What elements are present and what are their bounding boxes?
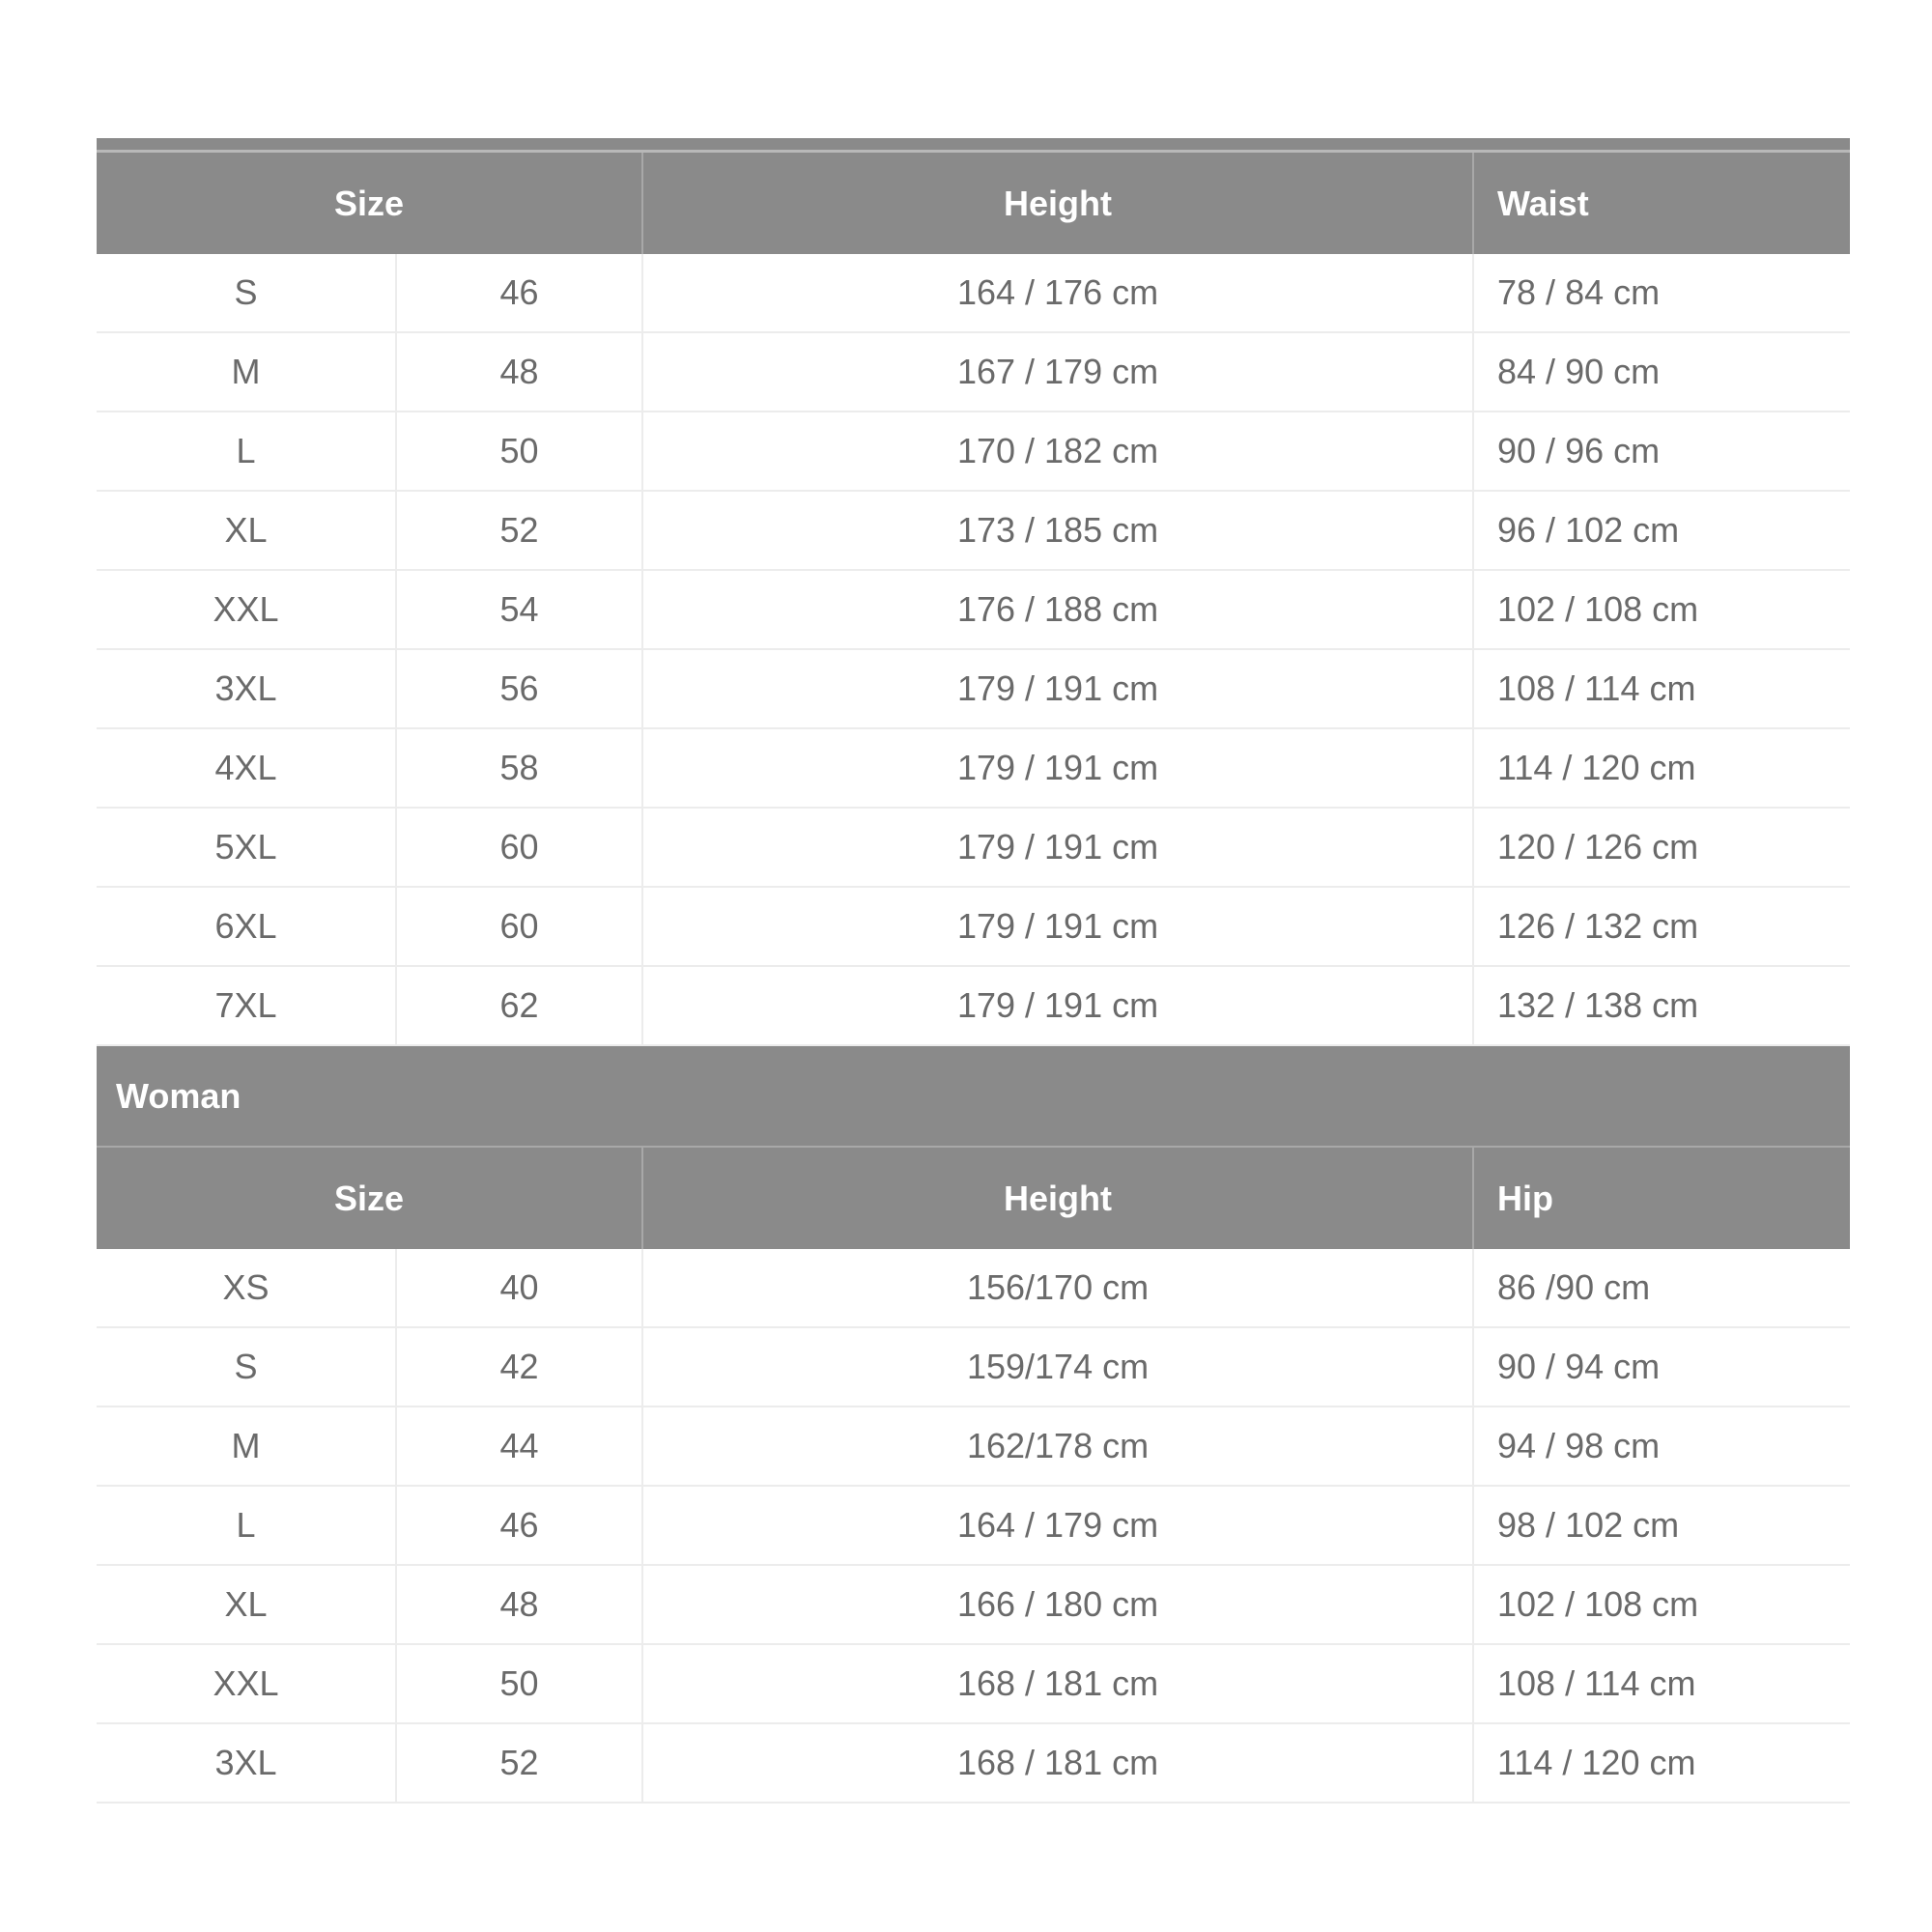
table-row xyxy=(97,1249,1850,1327)
measure-cell: 132 / 138 cm xyxy=(1473,966,1850,1045)
measure-cell: 102 / 108 cm xyxy=(1473,1565,1850,1644)
size-cell: 4XL xyxy=(97,728,396,808)
measure-cell: 84 / 90 cm xyxy=(1473,332,1850,412)
height-cell: 179 / 191 cm xyxy=(642,728,1473,808)
table-row xyxy=(97,491,1850,570)
size-table xyxy=(97,153,1850,1804)
height-cell: 159/174 cm xyxy=(642,1327,1473,1406)
measure-cell: 102 / 108 cm xyxy=(1473,570,1850,649)
measure-cell: 96 / 102 cm xyxy=(1473,491,1850,570)
woman-section-row xyxy=(97,1045,1850,1147)
height-cell: 164 / 176 cm xyxy=(642,254,1473,332)
eu-size-cell: 52 xyxy=(396,491,642,570)
size-cell: 7XL xyxy=(97,966,396,1045)
size-cell: M xyxy=(97,332,396,412)
table-row xyxy=(97,1406,1850,1486)
size-cell: XL xyxy=(97,491,396,570)
eu-size-cell: 62 xyxy=(396,966,642,1045)
eu-size-cell: 52 xyxy=(396,1723,642,1803)
size-cell: 6XL xyxy=(97,887,396,966)
woman-section xyxy=(97,1045,1850,1249)
measure-cell: 90 / 96 cm xyxy=(1473,412,1850,491)
measure-cell: 78 / 84 cm xyxy=(1473,254,1850,332)
table-row xyxy=(97,1644,1850,1723)
height-cell: 179 / 191 cm xyxy=(642,887,1473,966)
height-cell: 164 / 179 cm xyxy=(642,1486,1473,1565)
table-row xyxy=(97,1327,1850,1406)
table-row xyxy=(97,332,1850,412)
table-row xyxy=(97,570,1850,649)
measure-cell: 98 / 102 cm xyxy=(1473,1486,1850,1565)
height-cell: 170 / 182 cm xyxy=(642,412,1473,491)
eu-size-cell: 40 xyxy=(396,1249,642,1327)
size-cell: 3XL xyxy=(97,649,396,728)
table-row xyxy=(97,808,1850,887)
measure-cell: 114 / 120 cm xyxy=(1473,728,1850,808)
eu-size-cell: 54 xyxy=(396,570,642,649)
men-header-waist: Waist xyxy=(1473,153,1850,254)
eu-size-cell: 56 xyxy=(396,649,642,728)
eu-size-cell: 60 xyxy=(396,808,642,887)
top-band xyxy=(97,138,1850,153)
woman-header-height: Height xyxy=(642,1147,1473,1249)
size-cell: S xyxy=(97,1327,396,1406)
eu-size-cell: 50 xyxy=(396,412,642,491)
woman-header-hip: Hip xyxy=(1473,1147,1850,1249)
men-header-height: Height xyxy=(642,153,1473,254)
eu-size-cell: 60 xyxy=(396,887,642,966)
woman-section-label: Woman xyxy=(97,1045,1850,1147)
measure-cell: 108 / 114 cm xyxy=(1473,1644,1850,1723)
eu-size-cell: 48 xyxy=(396,332,642,412)
measure-cell: 94 / 98 cm xyxy=(1473,1406,1850,1486)
woman-table-body xyxy=(97,1249,1850,1803)
table-row xyxy=(97,887,1850,966)
eu-size-cell: 46 xyxy=(396,1486,642,1565)
size-cell: 5XL xyxy=(97,808,396,887)
eu-size-cell: 50 xyxy=(396,1644,642,1723)
height-cell: 168 / 181 cm xyxy=(642,1723,1473,1803)
size-cell: L xyxy=(97,412,396,491)
table-row xyxy=(97,966,1850,1045)
height-cell: 179 / 191 cm xyxy=(642,649,1473,728)
height-cell: 179 / 191 cm xyxy=(642,808,1473,887)
table-row xyxy=(97,1565,1850,1644)
size-cell: XXL xyxy=(97,570,396,649)
table-row xyxy=(97,649,1850,728)
size-cell: XS xyxy=(97,1249,396,1327)
measure-cell: 90 / 94 cm xyxy=(1473,1327,1850,1406)
table-row xyxy=(97,728,1850,808)
men-header-size: Size xyxy=(97,153,642,254)
eu-size-cell: 42 xyxy=(396,1327,642,1406)
woman-header-row xyxy=(97,1147,1850,1249)
table-row xyxy=(97,1723,1850,1803)
eu-size-cell: 48 xyxy=(396,1565,642,1644)
height-cell: 179 / 191 cm xyxy=(642,966,1473,1045)
height-cell: 156/170 cm xyxy=(642,1249,1473,1327)
measure-cell: 86 /90 cm xyxy=(1473,1249,1850,1327)
height-cell: 168 / 181 cm xyxy=(642,1644,1473,1723)
woman-header-size: Size xyxy=(97,1147,642,1249)
men-header-row xyxy=(97,153,1850,254)
height-cell: 162/178 cm xyxy=(642,1406,1473,1486)
height-cell: 176 / 188 cm xyxy=(642,570,1473,649)
measure-cell: 120 / 126 cm xyxy=(1473,808,1850,887)
table-row xyxy=(97,412,1850,491)
size-cell: S xyxy=(97,254,396,332)
table-row xyxy=(97,254,1850,332)
size-cell: L xyxy=(97,1486,396,1565)
size-cell: XL xyxy=(97,1565,396,1644)
size-cell: M xyxy=(97,1406,396,1486)
measure-cell: 126 / 132 cm xyxy=(1473,887,1850,966)
size-cell: 3XL xyxy=(97,1723,396,1803)
size-chart xyxy=(97,138,1850,1804)
measure-cell: 108 / 114 cm xyxy=(1473,649,1850,728)
height-cell: 173 / 185 cm xyxy=(642,491,1473,570)
height-cell: 167 / 179 cm xyxy=(642,332,1473,412)
eu-size-cell: 44 xyxy=(396,1406,642,1486)
men-table-body xyxy=(97,254,1850,1045)
height-cell: 166 / 180 cm xyxy=(642,1565,1473,1644)
eu-size-cell: 58 xyxy=(396,728,642,808)
table-row xyxy=(97,1486,1850,1565)
measure-cell: 114 / 120 cm xyxy=(1473,1723,1850,1803)
eu-size-cell: 46 xyxy=(396,254,642,332)
size-cell: XXL xyxy=(97,1644,396,1723)
